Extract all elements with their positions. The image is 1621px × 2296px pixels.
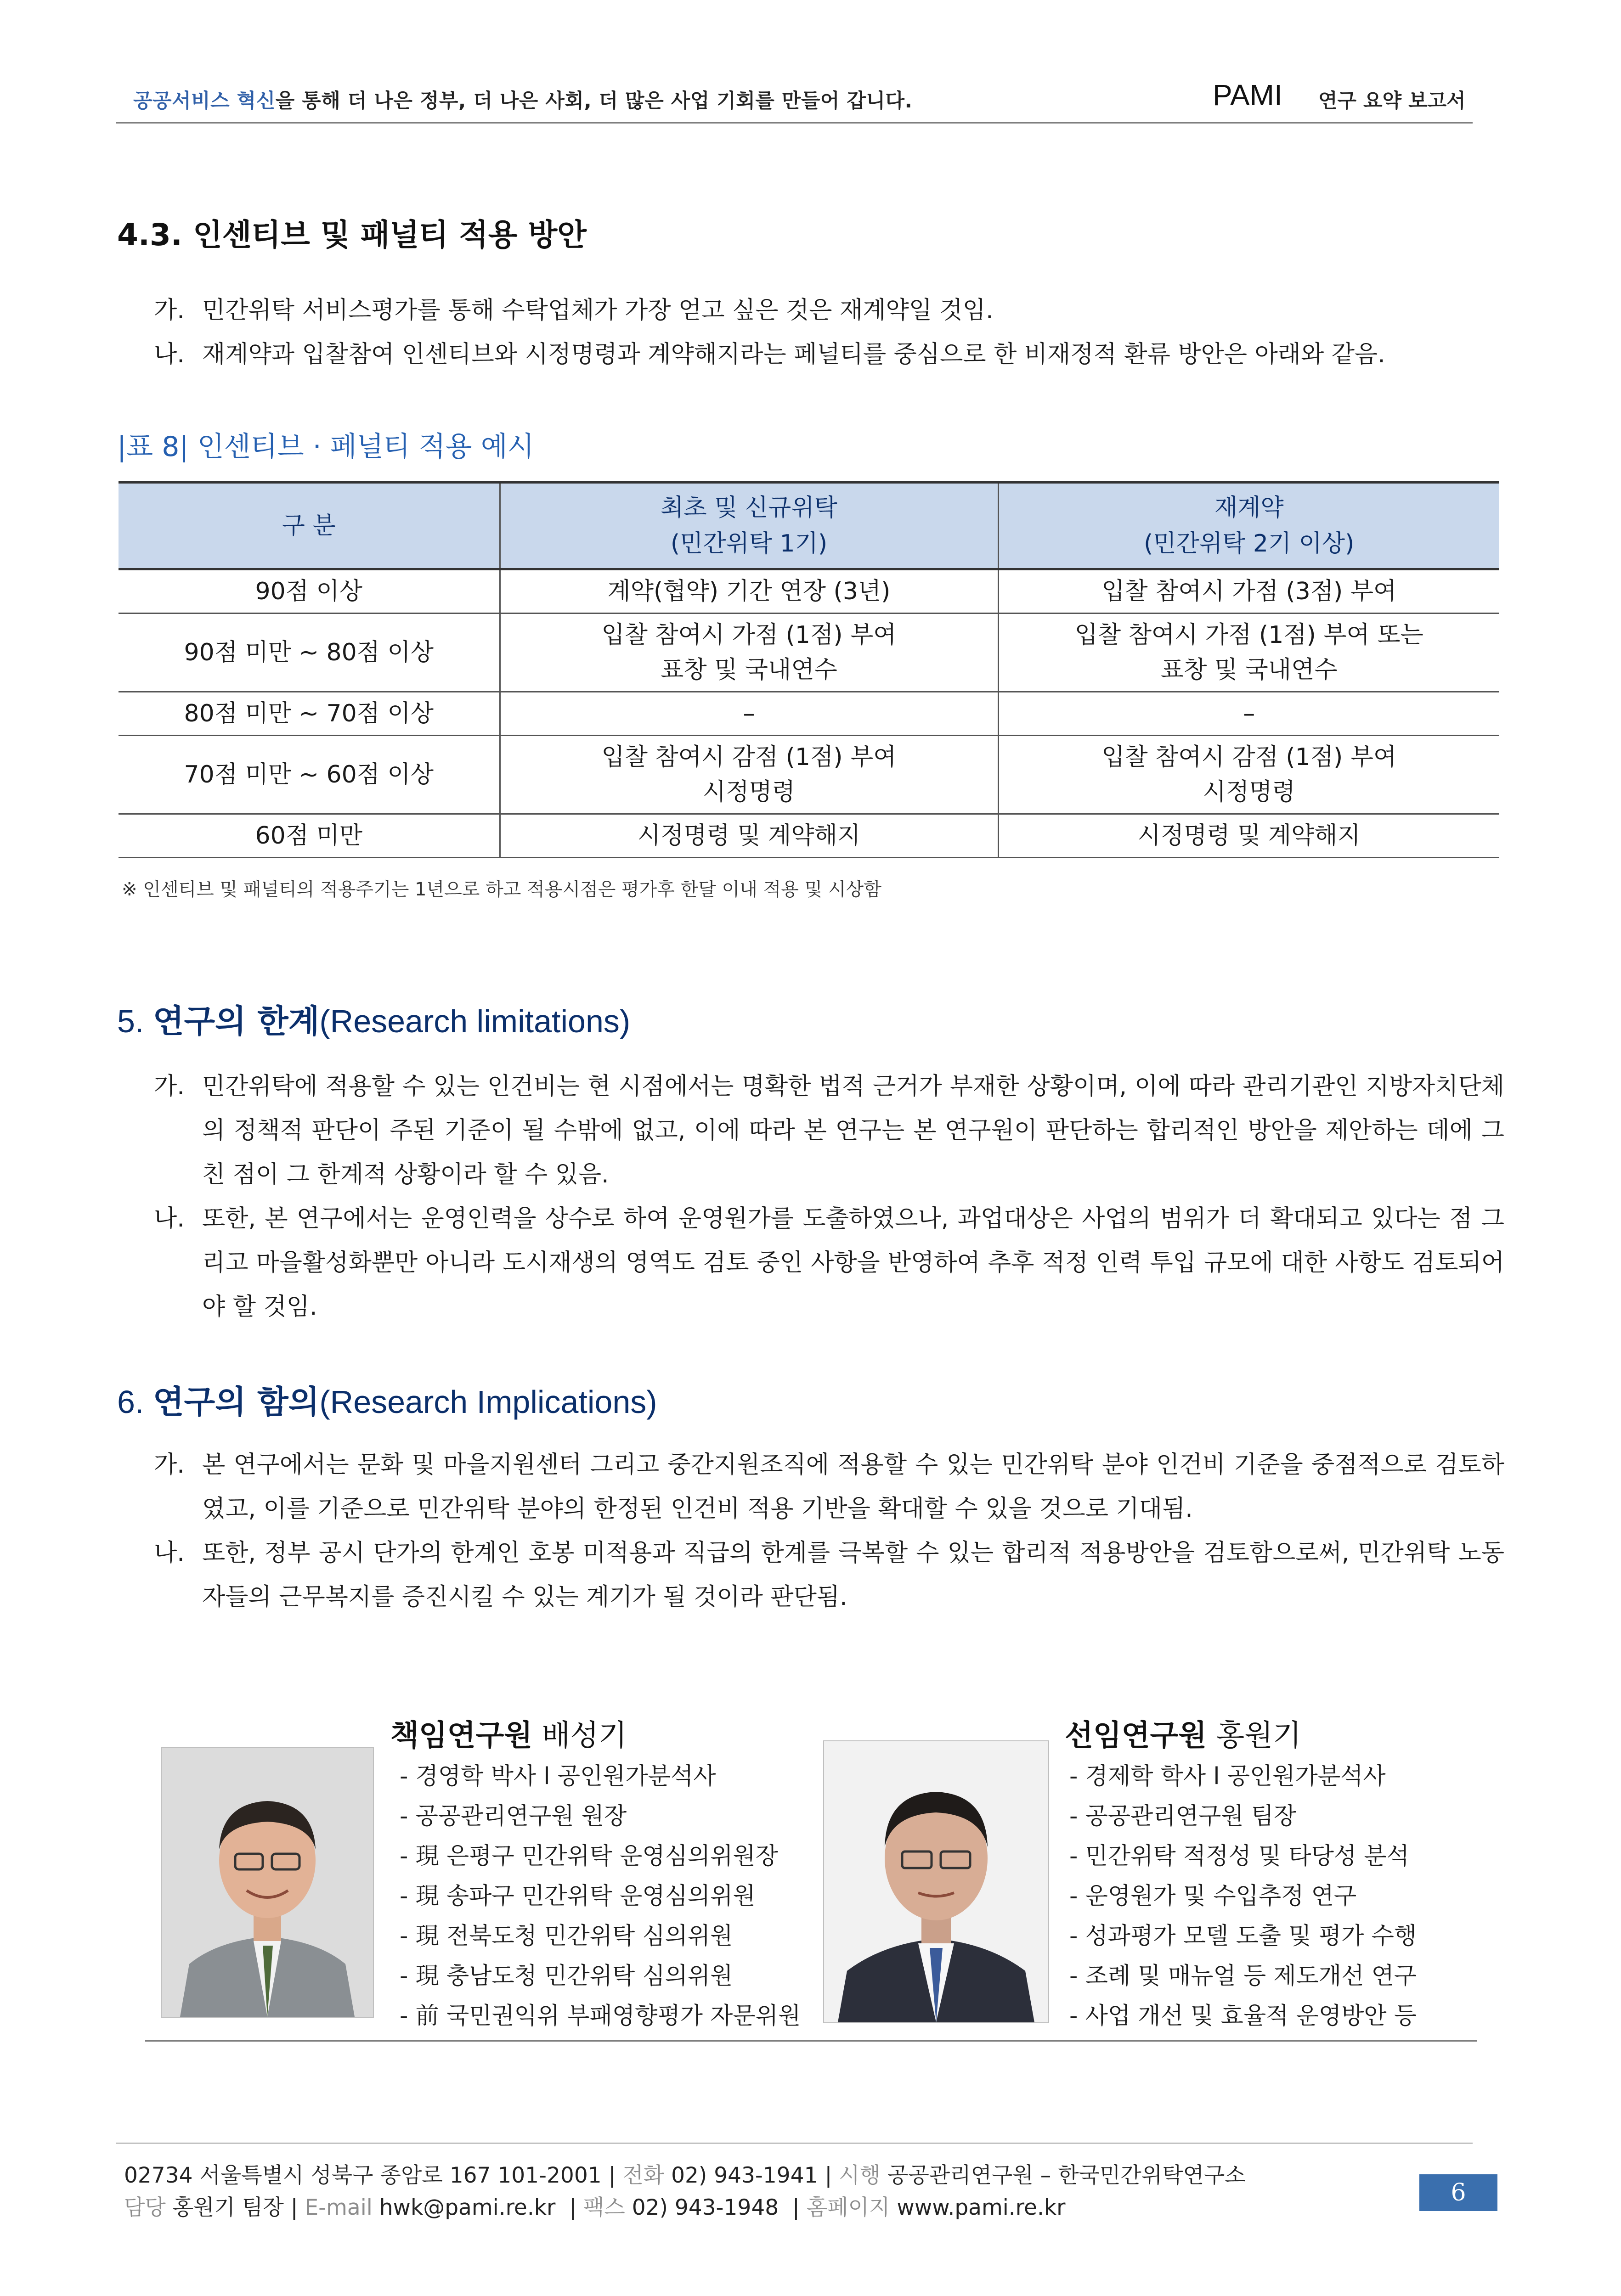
bullet-text: 공공관리연구원 원장 [415, 1803, 627, 1830]
header-renewal [998, 483, 1499, 569]
researcher-bullet [1069, 1876, 1417, 1916]
footer-phone-label: 전화 [622, 2163, 665, 2188]
researcher-bullet [1069, 1956, 1417, 1996]
footer-line-2 [124, 2190, 1065, 2221]
researcher-2-portrait-icon [824, 1741, 1048, 2022]
section-4-3-item-b [154, 332, 1504, 377]
table-cell-renewal: 시정명령 및 계약해지 [998, 814, 1499, 858]
table-note: ※ 인센티브 및 패널티의 적용주기는 1년으로 하고 적용시점은 평가후 한달 이내 적용 및 시상함 [122, 879, 881, 900]
item-text: 또한, 정부 공시 단가의 한계인 호봉 미적용과 직급의 한계를 극복할 수 있는 합리적 적용방안을 검토함으로써, 민간위탁 노동자들의 근무복지를 증진시킬 수 있는 계기가 될 것이라 판단됨. [202, 1539, 1504, 1611]
table-cell-range: 90점 이상 [119, 569, 500, 613]
header-renewal-line2: (민간위탁 2기 이상) [1144, 530, 1355, 557]
bullet-text: 성과평가 모델 도출 및 평가 수행 [1085, 1923, 1417, 1950]
researcher-2-photo [823, 1740, 1049, 2023]
researcher-bullet [1069, 1916, 1417, 1956]
section-6-title [117, 1376, 657, 1423]
footer-phone: 02) 943-1941 [671, 2163, 818, 2188]
researcher-bullet [1069, 1756, 1417, 1796]
item-label: 나. [154, 341, 185, 368]
item-text: 민간위탁 서비스평가를 통해 수탁업체가 가장 얻고 싶은 것은 재계약일 것임. [202, 297, 994, 324]
footer-contact: 홍원기 팀장 [172, 2195, 284, 2220]
bullet-text: 現 송파구 민간위탁 운영심의위원 [415, 1883, 756, 1910]
researcher-1-portrait-icon [162, 1748, 373, 2017]
researcher-1-title [390, 1712, 627, 1754]
footer-separator: | [608, 2163, 623, 2188]
item-text: 또한, 본 연구에서는 운영인력을 상수로 하여 운영원가를 도출하였으나, 과업대상은 사업의 범위가 더 확대되고 있다는 점 그리고 마을활성화뿐만 아니라 도시재생의 영역도 검토 중인 사항을 반영하여 추후 적정 인력 투입 규모에 대한 사항도 검토되어야 할 것임. [202, 1205, 1504, 1321]
footer-contact-label: 담당 [124, 2195, 166, 2220]
table-row [119, 569, 1499, 613]
researcher-bullet [400, 1756, 801, 1796]
table-cell-range: 80점 미만 ~ 70점 이상 [119, 692, 500, 736]
bullet-dash: - [1069, 1883, 1085, 1910]
bullet-dash: - [1069, 1963, 1085, 1990]
footer-org-label: 시행 [839, 2163, 881, 2188]
table-caption: |표 8| 인센티브 · 페널티 적용 예시 [117, 431, 534, 463]
footer-fax: 02) 943-1948 [632, 2195, 779, 2220]
bullet-text: 경영학 박사 l 공인원가분석사 [415, 1763, 716, 1790]
table-cell-range: 90점 미만 ~ 80점 이상 [119, 613, 500, 692]
bullet-dash: - [400, 1803, 416, 1830]
footer-homepage-label: 홈페이지 [806, 2195, 890, 2220]
section-4-3-item-a [154, 288, 1504, 332]
header-initial-line2: (민간위탁 1기) [670, 530, 828, 557]
bullet-dash: - [400, 1883, 416, 1910]
bullet-dash: - [1069, 1843, 1085, 1870]
table-row [119, 692, 1499, 736]
bullet-text: 現 은평구 민간위탁 운영심의위원장 [415, 1843, 778, 1870]
researcher-bullet [400, 1796, 801, 1836]
bullet-text: 사업 개선 및 효율적 운영방안 등 [1085, 2003, 1417, 2030]
table-cell-initial: 입찰 참여시 가점 (1점) 부여 표창 및 국내연수 [500, 613, 998, 692]
item-label: 나. [154, 1539, 185, 1567]
header-category: 구 분 [119, 483, 500, 569]
researcher-2-name: 홍원기 [1216, 1719, 1301, 1753]
table-row [119, 814, 1499, 858]
section-5-title-en: (Research limitations) [319, 1003, 631, 1039]
researcher-2-title [1065, 1712, 1301, 1754]
footer-line-1 [124, 2158, 1246, 2189]
table-row [119, 736, 1499, 814]
header-initial [500, 483, 998, 569]
table-cell-initial: 계약(협약) 기간 연장 (3년) [500, 569, 998, 613]
footer-email-label: E-mail [305, 2195, 373, 2220]
bullet-dash: - [400, 1963, 416, 1990]
footer-homepage[interactable]: www.pami.re.kr [897, 2195, 1066, 2220]
bullet-dash: - [400, 2003, 416, 2030]
researcher-bullet [1069, 1836, 1417, 1876]
table-cell-renewal: – [998, 692, 1499, 736]
item-label: 가. [154, 1073, 185, 1100]
footer-address: 02734 서울특별시 성북구 종암로 167 101-2001 [124, 2163, 602, 2188]
section-5-number: 5. [117, 1003, 144, 1039]
researcher-2-bullets [1069, 1756, 1417, 2036]
bullet-dash: - [400, 1843, 416, 1870]
researcher-bullet [400, 1956, 801, 1996]
researcher-1-role: 책임연구원 [390, 1719, 533, 1753]
researcher-bullet [1069, 1796, 1417, 1836]
item-label: 가. [154, 297, 185, 324]
section-6-item-b [154, 1531, 1504, 1619]
bullet-text: 운영원가 및 수입추정 연구 [1085, 1883, 1357, 1910]
header-report-type: 연구 요약 보고서 [1318, 90, 1466, 113]
table-cell-initial: – [500, 692, 998, 736]
researcher-1-name: 배성기 [542, 1719, 627, 1753]
bullet-dash: - [1069, 2003, 1085, 2030]
table-row [119, 613, 1499, 692]
table-cell-renewal: 입찰 참여시 가점 (1점) 부여 또는 표창 및 국내연수 [998, 613, 1499, 692]
bullet-text: 민간위탁 적정성 및 타당성 분석 [1085, 1843, 1409, 1870]
header-divider [116, 122, 1473, 124]
researcher-bullet [1069, 1996, 1417, 2036]
bullet-dash: - [400, 1923, 416, 1950]
table-cell-range: 60점 미만 [119, 814, 500, 858]
table-cell-renewal: 입찰 참여시 감점 (1점) 부여 시정명령 [998, 736, 1499, 814]
header-renewal-line1: 재계약 [1214, 494, 1284, 522]
footer-org: 공공관리연구원 – 한국민간위탁연구소 [887, 2163, 1246, 2188]
bullet-text: 現 충남도청 민간위탁 심의위원 [415, 1963, 733, 1990]
bullet-text: 조례 및 매뉴얼 등 제도개선 연구 [1085, 1963, 1417, 1990]
incentive-penalty-table [119, 481, 1499, 858]
bullet-text: 現 전북도청 민간위탁 심의위원 [415, 1923, 733, 1950]
footer-separator: | [785, 2195, 807, 2220]
table-cell-renewal: 입찰 참여시 가점 (3점) 부여 [998, 569, 1499, 613]
section-4-3-title: 4.3. 인센티브 및 패널티 적용 방안 [117, 217, 587, 253]
header-brand: PAMI [1213, 79, 1282, 112]
footer-divider [116, 2143, 1473, 2144]
researcher-bullet [400, 1916, 801, 1956]
header-slogan-highlight: 공공서비스 혁신 [133, 90, 276, 113]
table-header-row [119, 483, 1499, 569]
researchers-divider [145, 2040, 1477, 2042]
section-5-item-a [154, 1064, 1504, 1197]
bullet-dash: - [400, 1763, 416, 1790]
footer-separator: | [562, 2195, 583, 2220]
bullet-dash: - [1069, 1803, 1085, 1830]
section-5-title [117, 996, 630, 1042]
bullet-dash: - [1069, 1763, 1085, 1790]
researcher-1-photo [161, 1747, 374, 2018]
section-5-item-b [154, 1197, 1504, 1329]
researcher-bullet [400, 1836, 801, 1876]
table-cell-initial: 시정명령 및 계약해지 [500, 814, 998, 858]
bullet-text: 공공관리연구원 팀장 [1085, 1803, 1297, 1830]
section-6-title-ko: 연구의 함의 [152, 1383, 320, 1421]
item-label: 가. [154, 1451, 185, 1479]
researcher-1-bullets [400, 1756, 801, 2036]
header-slogan-rest: 을 통해 더 나은 정부, 더 나은 사회, 더 많은 사업 기회를 만들어 갑니다. [275, 90, 913, 113]
researcher-bullet [400, 1876, 801, 1916]
section-5-title-ko: 연구의 한계 [152, 1002, 320, 1040]
footer-separator: | [825, 2163, 839, 2188]
section-6-title-en: (Research Implications) [319, 1384, 657, 1420]
bullet-dash: - [1069, 1923, 1085, 1950]
section-6-number: 6. [117, 1384, 144, 1420]
header-initial-line1: 최초 및 신규위탁 [661, 494, 837, 522]
item-text: 재계약과 입찰참여 인센티브와 시정명령과 계약해지라는 페널티를 중심으로 한 비재정적 환류 방안은 아래와 같음. [202, 341, 1385, 368]
table-cell-range: 70점 미만 ~ 60점 이상 [119, 736, 500, 814]
section-6-item-a [154, 1443, 1504, 1531]
researcher-2-role: 선임연구원 [1065, 1719, 1207, 1753]
researcher-bullet [400, 1996, 801, 2036]
bullet-text: 前 국민권익위 부패영향평가 자문위원 [415, 2003, 801, 2030]
footer-fax-label: 팩스 [583, 2195, 625, 2220]
footer-email[interactable]: hwk@pami.re.kr [379, 2195, 556, 2220]
header-slogan [133, 85, 912, 113]
item-text: 민간위탁에 적용할 수 있는 인건비는 현 시점에서는 명확한 법적 근거가 부재한 상황이며, 이에 따라 관리기관인 지방자치단체의 정책적 판단이 주된 기준이 될 수밖에 없고, 이에 따라 본 연구는 본 연구원이 판단하는 합리적인 방안을 제안하는 데에 그친 점이 그 한계적 상황이라 할 수 있음. [202, 1073, 1504, 1188]
bullet-text: 경제학 학사 l 공인원가분석사 [1085, 1763, 1386, 1790]
footer-separator: | [290, 2195, 305, 2220]
item-label: 나. [154, 1205, 185, 1232]
page-number: 6 [1419, 2174, 1497, 2211]
table-cell-initial: 입찰 참여시 감점 (1점) 부여 시정명령 [500, 736, 998, 814]
item-text: 본 연구에서는 문화 및 마을지원센터 그리고 중간지원조직에 적용할 수 있는 민간위탁 분야 인건비 기준을 중점적으로 검토하였고, 이를 기준으로 민간위탁 분야의 한정된 인건비 적용 기반을 확대할 수 있을 것으로 기대됨. [202, 1451, 1504, 1523]
